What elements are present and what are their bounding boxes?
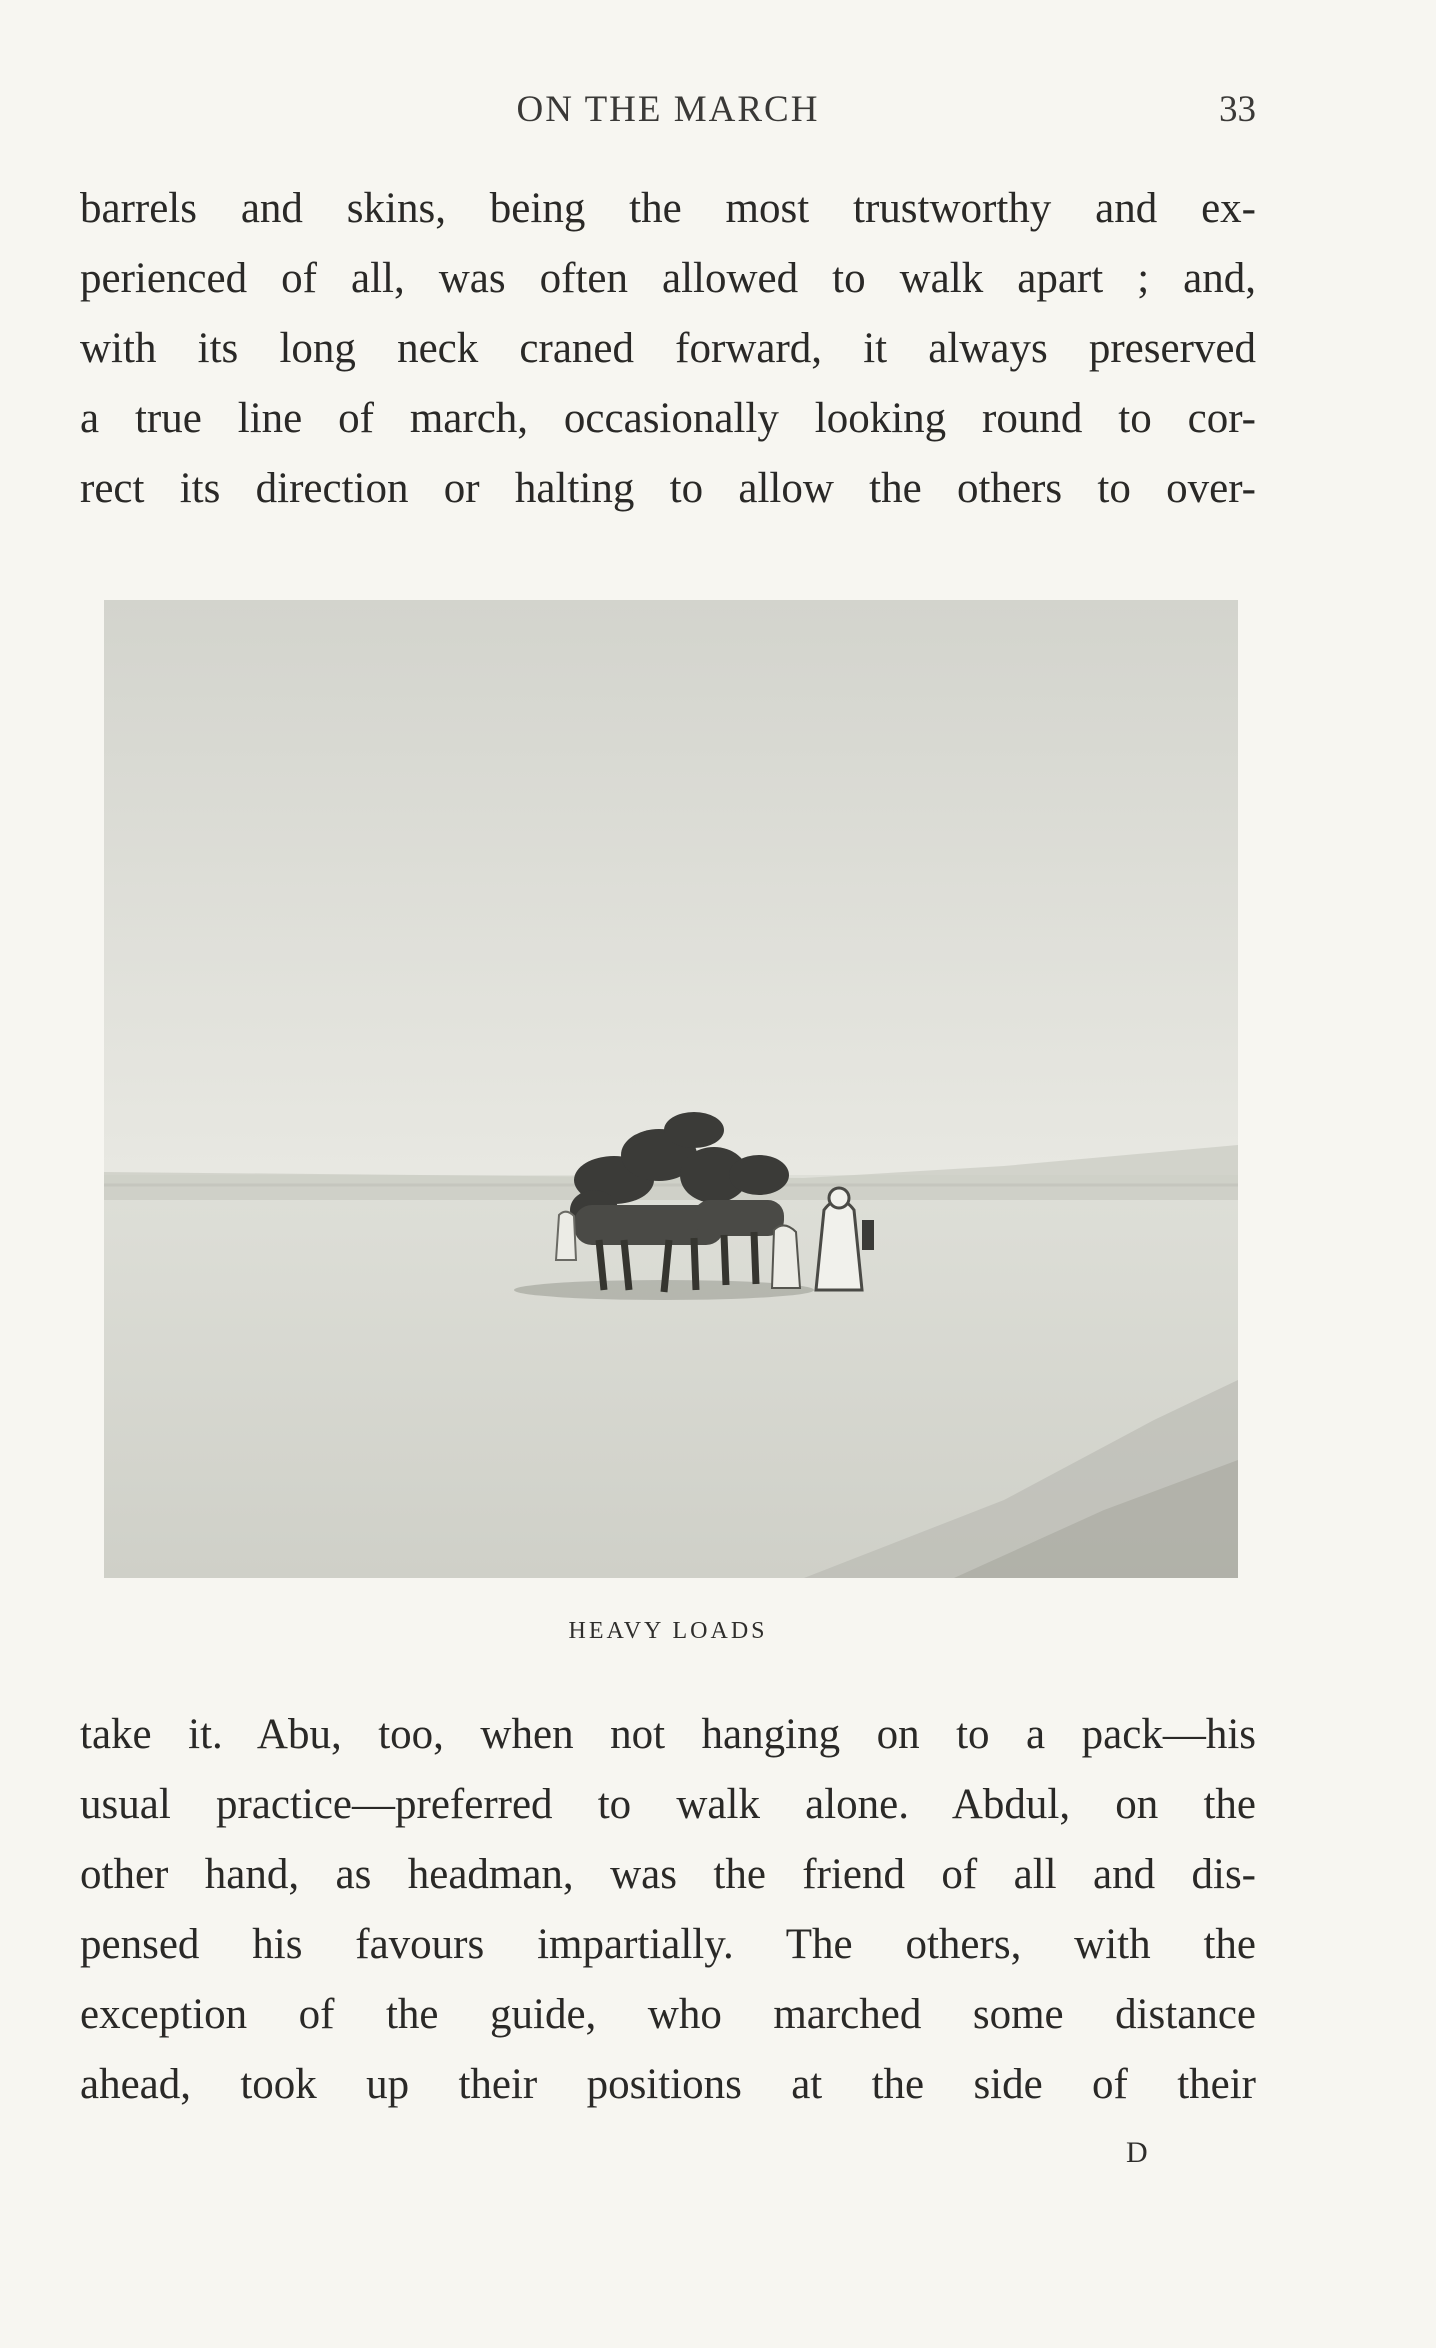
page-number: 33	[1219, 89, 1256, 130]
running-head	[80, 88, 1256, 134]
text-line: barrels and skins, being the most trustworthy and ex-	[80, 185, 1256, 232]
body-text-top	[80, 174, 1256, 524]
text-line: rect its direction or halting to allow the others to over-	[80, 465, 1256, 512]
running-title: ON THE MARCH	[516, 89, 820, 130]
body-text-bottom	[80, 1700, 1256, 2120]
text-line: other hand, as headman, was the friend of all and dis-	[80, 1851, 1256, 1898]
text-line: perienced of all, was often allowed to walk apart ; and,	[80, 255, 1256, 302]
figure-caption: HEAVY LOADS	[568, 1618, 768, 1644]
photo-plate-camel-caravan	[104, 600, 1238, 1578]
text-line: a true line of march, occasionally looking round to cor-	[80, 395, 1256, 442]
text-line: pensed his favours impartially. The others, with the	[80, 1921, 1256, 1968]
text-line: ahead, took up their positions at the side of their	[80, 2061, 1256, 2108]
signature-mark: D	[1126, 2136, 1148, 2169]
text-line: with its long neck craned forward, it always preserved	[80, 325, 1256, 372]
desert-photo	[104, 600, 1238, 1578]
text-line: exception of the guide, who marched some distance	[80, 1991, 1256, 2038]
text-line: take it. Abu, too, when not hanging on to a pack—his	[80, 1711, 1256, 1758]
text-line: usual practice—preferred to walk alone. Abdul, on the	[80, 1781, 1256, 1828]
